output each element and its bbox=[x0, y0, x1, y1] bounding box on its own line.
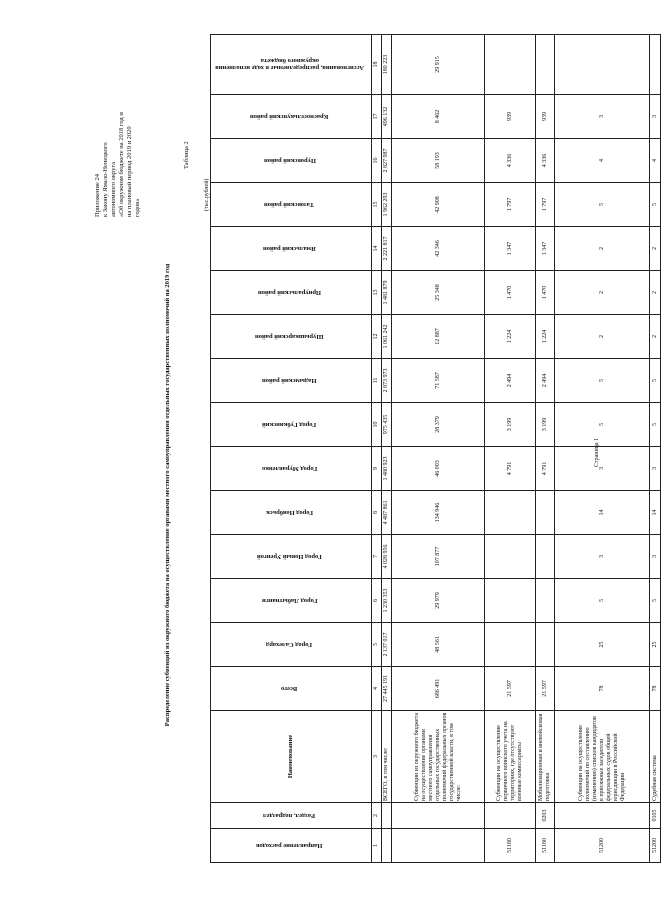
table-cell: 1 470 bbox=[485, 271, 536, 315]
column-header-label: Пуровский район bbox=[263, 157, 316, 164]
page-number: Страница 1 bbox=[594, 437, 600, 468]
table-cell bbox=[485, 35, 536, 95]
table-cell bbox=[555, 35, 650, 95]
table-cell bbox=[485, 491, 536, 535]
table-cell: 5 bbox=[650, 359, 661, 403]
table-row bbox=[555, 35, 650, 863]
column-header-label: Всего bbox=[281, 685, 298, 692]
table-cell: 27 445 191 bbox=[382, 667, 392, 711]
column-header-label: Раздел, подраздел bbox=[263, 812, 316, 819]
column-header bbox=[211, 623, 372, 667]
table-cell: 3 bbox=[650, 535, 661, 579]
column-number: 18 bbox=[372, 35, 382, 95]
table-cell: 4 028 956 bbox=[382, 535, 392, 579]
table-cell: 29 979 bbox=[392, 579, 485, 623]
table-cell: 1 797 bbox=[536, 183, 555, 227]
column-header bbox=[211, 579, 372, 623]
column-number: 15 bbox=[372, 183, 382, 227]
table-cell bbox=[650, 35, 661, 95]
column-header bbox=[211, 447, 372, 491]
column-header-label: Направление расходов bbox=[256, 842, 323, 849]
table-label: Таблица 2 bbox=[183, 141, 190, 169]
column-header-label: Город Губкинский bbox=[262, 421, 317, 428]
table-cell: 3 bbox=[555, 95, 650, 139]
table-cell: 975 435 bbox=[382, 403, 392, 447]
column-header bbox=[211, 535, 372, 579]
column-number: 14 bbox=[372, 227, 382, 271]
column-header-label: Надымский район bbox=[262, 377, 317, 384]
table-cell: 3 199 bbox=[485, 403, 536, 447]
table-cell: 5 bbox=[555, 359, 650, 403]
table-cell: 1 481 879 bbox=[382, 271, 392, 315]
units-label: (тыс.рублей) bbox=[204, 178, 210, 211]
table-cell: 107 877 bbox=[392, 535, 485, 579]
table-cell: 3 bbox=[555, 447, 650, 491]
table-cell: 2 221 817 bbox=[382, 227, 392, 271]
row-name-cell: Субвенции на осуществление первичного воинского учета на территориях, где отсутствуют военные комиссариаты bbox=[485, 711, 536, 803]
column-header bbox=[211, 359, 372, 403]
table-cell: 5 bbox=[555, 403, 650, 447]
column-header bbox=[211, 315, 372, 359]
table-cell: 1 962 293 bbox=[382, 183, 392, 227]
table-cell: 51200 bbox=[650, 829, 661, 863]
table-cell: 686 491 bbox=[392, 667, 485, 711]
table-cell: 14 bbox=[650, 491, 661, 535]
table-cell: 25 348 bbox=[392, 271, 485, 315]
column-number: 1 bbox=[372, 829, 382, 863]
table-cell bbox=[536, 491, 555, 535]
table-cell bbox=[536, 579, 555, 623]
table-cell: 496 132 bbox=[382, 95, 392, 139]
table-cell: 3 bbox=[650, 447, 661, 491]
table-row bbox=[382, 35, 392, 863]
row-name-cell: Мобилизационная и вневойсковая подготовка bbox=[536, 711, 555, 803]
table-row bbox=[392, 35, 485, 863]
table-cell: 12 887 bbox=[392, 315, 485, 359]
subventions-table bbox=[210, 34, 661, 863]
appendix-line: к Закону Ямало-Ненецкого bbox=[102, 142, 109, 217]
table-cell: 4 bbox=[650, 139, 661, 183]
table-cell: 0203 bbox=[536, 803, 555, 829]
table-cell bbox=[485, 623, 536, 667]
row-name-cell: Судебная система bbox=[650, 711, 661, 803]
column-header bbox=[211, 403, 372, 447]
table-cell: 1 061 242 bbox=[382, 315, 392, 359]
row-name-cell: ВСЕГО, в том числе: bbox=[382, 711, 392, 803]
table-cell: 180 223 bbox=[382, 35, 392, 95]
table-cell: 5 bbox=[650, 183, 661, 227]
row-name-cell: Субвенции из окружного бюджета на осуществление органами местного самоуправления отдельных государственных полномочий федеральных органов государственной власти, в том числе: bbox=[392, 711, 485, 803]
table-cell: 5 bbox=[555, 183, 650, 227]
table-row bbox=[536, 35, 555, 863]
column-number: 5 bbox=[372, 623, 382, 667]
table-cell: 3 bbox=[555, 535, 650, 579]
table-row bbox=[485, 35, 536, 863]
table-cell bbox=[555, 803, 650, 829]
header-row bbox=[211, 35, 372, 863]
column-header bbox=[211, 183, 372, 227]
column-number: 4 bbox=[372, 667, 382, 711]
table-cell: 2 bbox=[555, 227, 650, 271]
appendix-note bbox=[94, 57, 142, 217]
table-cell: 29 915 bbox=[392, 35, 485, 95]
table-cell: 51180 bbox=[485, 829, 536, 863]
table-cell: 1 797 bbox=[485, 183, 536, 227]
appendix-line: автономного округа bbox=[110, 162, 117, 217]
table-cell bbox=[485, 803, 536, 829]
column-header bbox=[211, 139, 372, 183]
column-header-label: Наименование bbox=[287, 734, 294, 779]
table-cell: 1 480 923 bbox=[382, 447, 392, 491]
column-number: 11 bbox=[372, 359, 382, 403]
table-cell: 48 561 bbox=[392, 623, 485, 667]
table-cell: 21 597 bbox=[536, 667, 555, 711]
table-cell: 134 946 bbox=[392, 491, 485, 535]
column-header bbox=[211, 491, 372, 535]
column-number: 9 bbox=[372, 447, 382, 491]
table-cell: 2 bbox=[650, 315, 661, 359]
table-cell bbox=[536, 535, 555, 579]
table-cell bbox=[382, 829, 392, 863]
table-cell: 2 494 bbox=[485, 359, 536, 403]
table-cell: 71 587 bbox=[392, 359, 485, 403]
column-number: 12 bbox=[372, 315, 382, 359]
table-cell: 1 224 bbox=[536, 315, 555, 359]
appendix-line: «Об окружном бюджете на 2018 год и bbox=[118, 112, 125, 217]
table-cell: 14 bbox=[555, 491, 650, 535]
table-cell: 42 346 bbox=[392, 227, 485, 271]
column-number: 6 bbox=[372, 579, 382, 623]
table-cell: 5 bbox=[650, 579, 661, 623]
table-cell: 4 791 bbox=[536, 447, 555, 491]
column-header-label: Город Лабытнанги bbox=[261, 597, 318, 604]
column-header-label: Город Салехард bbox=[266, 641, 313, 648]
table-cell: 2 873 973 bbox=[382, 359, 392, 403]
column-header bbox=[211, 271, 372, 315]
table-row bbox=[650, 35, 661, 863]
table-cell: 2 bbox=[555, 271, 650, 315]
table-cell: 4 791 bbox=[485, 447, 536, 491]
column-number: 3 bbox=[372, 711, 382, 803]
column-header bbox=[211, 35, 372, 95]
table-cell bbox=[485, 579, 536, 623]
appendix-line: на плановый период 2019 и 2020 bbox=[126, 126, 133, 217]
table-cell: 1 347 bbox=[536, 227, 555, 271]
table-cell: 51200 bbox=[555, 829, 650, 863]
table-cell bbox=[536, 35, 555, 95]
table-cell: 42 908 bbox=[392, 183, 485, 227]
column-header-label: Красноселькупский район bbox=[250, 113, 329, 120]
column-header-label: Шурышкарский район bbox=[255, 333, 324, 340]
column-header-label: Тазовский район bbox=[264, 201, 315, 208]
column-header-label: Город Ноябрьск bbox=[265, 509, 314, 516]
column-number: 13 bbox=[372, 271, 382, 315]
table-cell: 25 bbox=[555, 623, 650, 667]
table-cell: 28 379 bbox=[392, 403, 485, 447]
table-cell bbox=[392, 829, 485, 863]
column-header-label: Город Новый Уренгой bbox=[257, 553, 322, 560]
column-header bbox=[211, 803, 372, 829]
table-cell bbox=[536, 623, 555, 667]
table-cell: 4 336 bbox=[485, 139, 536, 183]
table-cell: 78 bbox=[555, 667, 650, 711]
column-header bbox=[211, 711, 372, 803]
row-name-cell: Субвенции на осуществление полномочий по составлению (изменению) списков кандидатов в присяжные заседатели федеральных судов общей юрисдикции в Российской Федерации bbox=[555, 711, 650, 803]
table-cell: 2 827 987 bbox=[382, 139, 392, 183]
column-number: 10 bbox=[372, 403, 382, 447]
table-cell: 0105 bbox=[650, 803, 661, 829]
column-header bbox=[211, 95, 372, 139]
table-cell: 3 bbox=[650, 95, 661, 139]
appendix-line: годов» bbox=[134, 198, 141, 217]
column-number: 17 bbox=[372, 95, 382, 139]
table-cell bbox=[382, 803, 392, 829]
table-cell: 2 494 bbox=[536, 359, 555, 403]
table-cell: 5 bbox=[555, 579, 650, 623]
table-cell: 51180 bbox=[536, 829, 555, 863]
table-cell: 1 230 353 bbox=[382, 579, 392, 623]
table-cell: 2 bbox=[555, 315, 650, 359]
table-cell: 21 597 bbox=[485, 667, 536, 711]
table-cell: 2 137 017 bbox=[382, 623, 392, 667]
table-cell bbox=[392, 803, 485, 829]
table-cell: 939 bbox=[485, 95, 536, 139]
table-cell: 1 470 bbox=[536, 271, 555, 315]
table-cell: 46 003 bbox=[392, 447, 485, 491]
table-cell: 4 bbox=[555, 139, 650, 183]
table-cell: 25 bbox=[650, 623, 661, 667]
table-cell: 4 487 861 bbox=[382, 491, 392, 535]
column-number-row bbox=[372, 35, 382, 863]
column-header-label: Город Муравленко bbox=[261, 465, 318, 472]
table-cell: 5 bbox=[650, 403, 661, 447]
column-number: 7 bbox=[372, 535, 382, 579]
column-header bbox=[211, 829, 372, 863]
table-cell: 1 347 bbox=[485, 227, 536, 271]
column-header-label: Ассигнования, распределяемые в ходе исполнения окружного бюджета bbox=[215, 57, 364, 72]
table-cell: 8 462 bbox=[392, 95, 485, 139]
column-number: 8 bbox=[372, 491, 382, 535]
document-title: Распределение субвенций из окружного бюджета на осуществление органами местного самоуправления отдельных государственных полномочий на 2019 год bbox=[164, 263, 171, 727]
column-number: 16 bbox=[372, 139, 382, 183]
column-header bbox=[211, 227, 372, 271]
table-cell: 4 336 bbox=[536, 139, 555, 183]
table-cell: 2 bbox=[650, 227, 661, 271]
appendix-line: Приложение 24 bbox=[94, 173, 101, 217]
table-cell: 78 bbox=[650, 667, 661, 711]
table-cell: 1 224 bbox=[485, 315, 536, 359]
column-number: 2 bbox=[372, 803, 382, 829]
table-cell: 3 199 bbox=[536, 403, 555, 447]
column-header bbox=[211, 667, 372, 711]
column-header-label: Ямальский район bbox=[263, 245, 316, 252]
table-cell: 939 bbox=[536, 95, 555, 139]
table-cell: 2 bbox=[650, 271, 661, 315]
table-cell: 58 193 bbox=[392, 139, 485, 183]
table-cell bbox=[485, 535, 536, 579]
column-header-label: Приуральский район bbox=[257, 289, 322, 296]
